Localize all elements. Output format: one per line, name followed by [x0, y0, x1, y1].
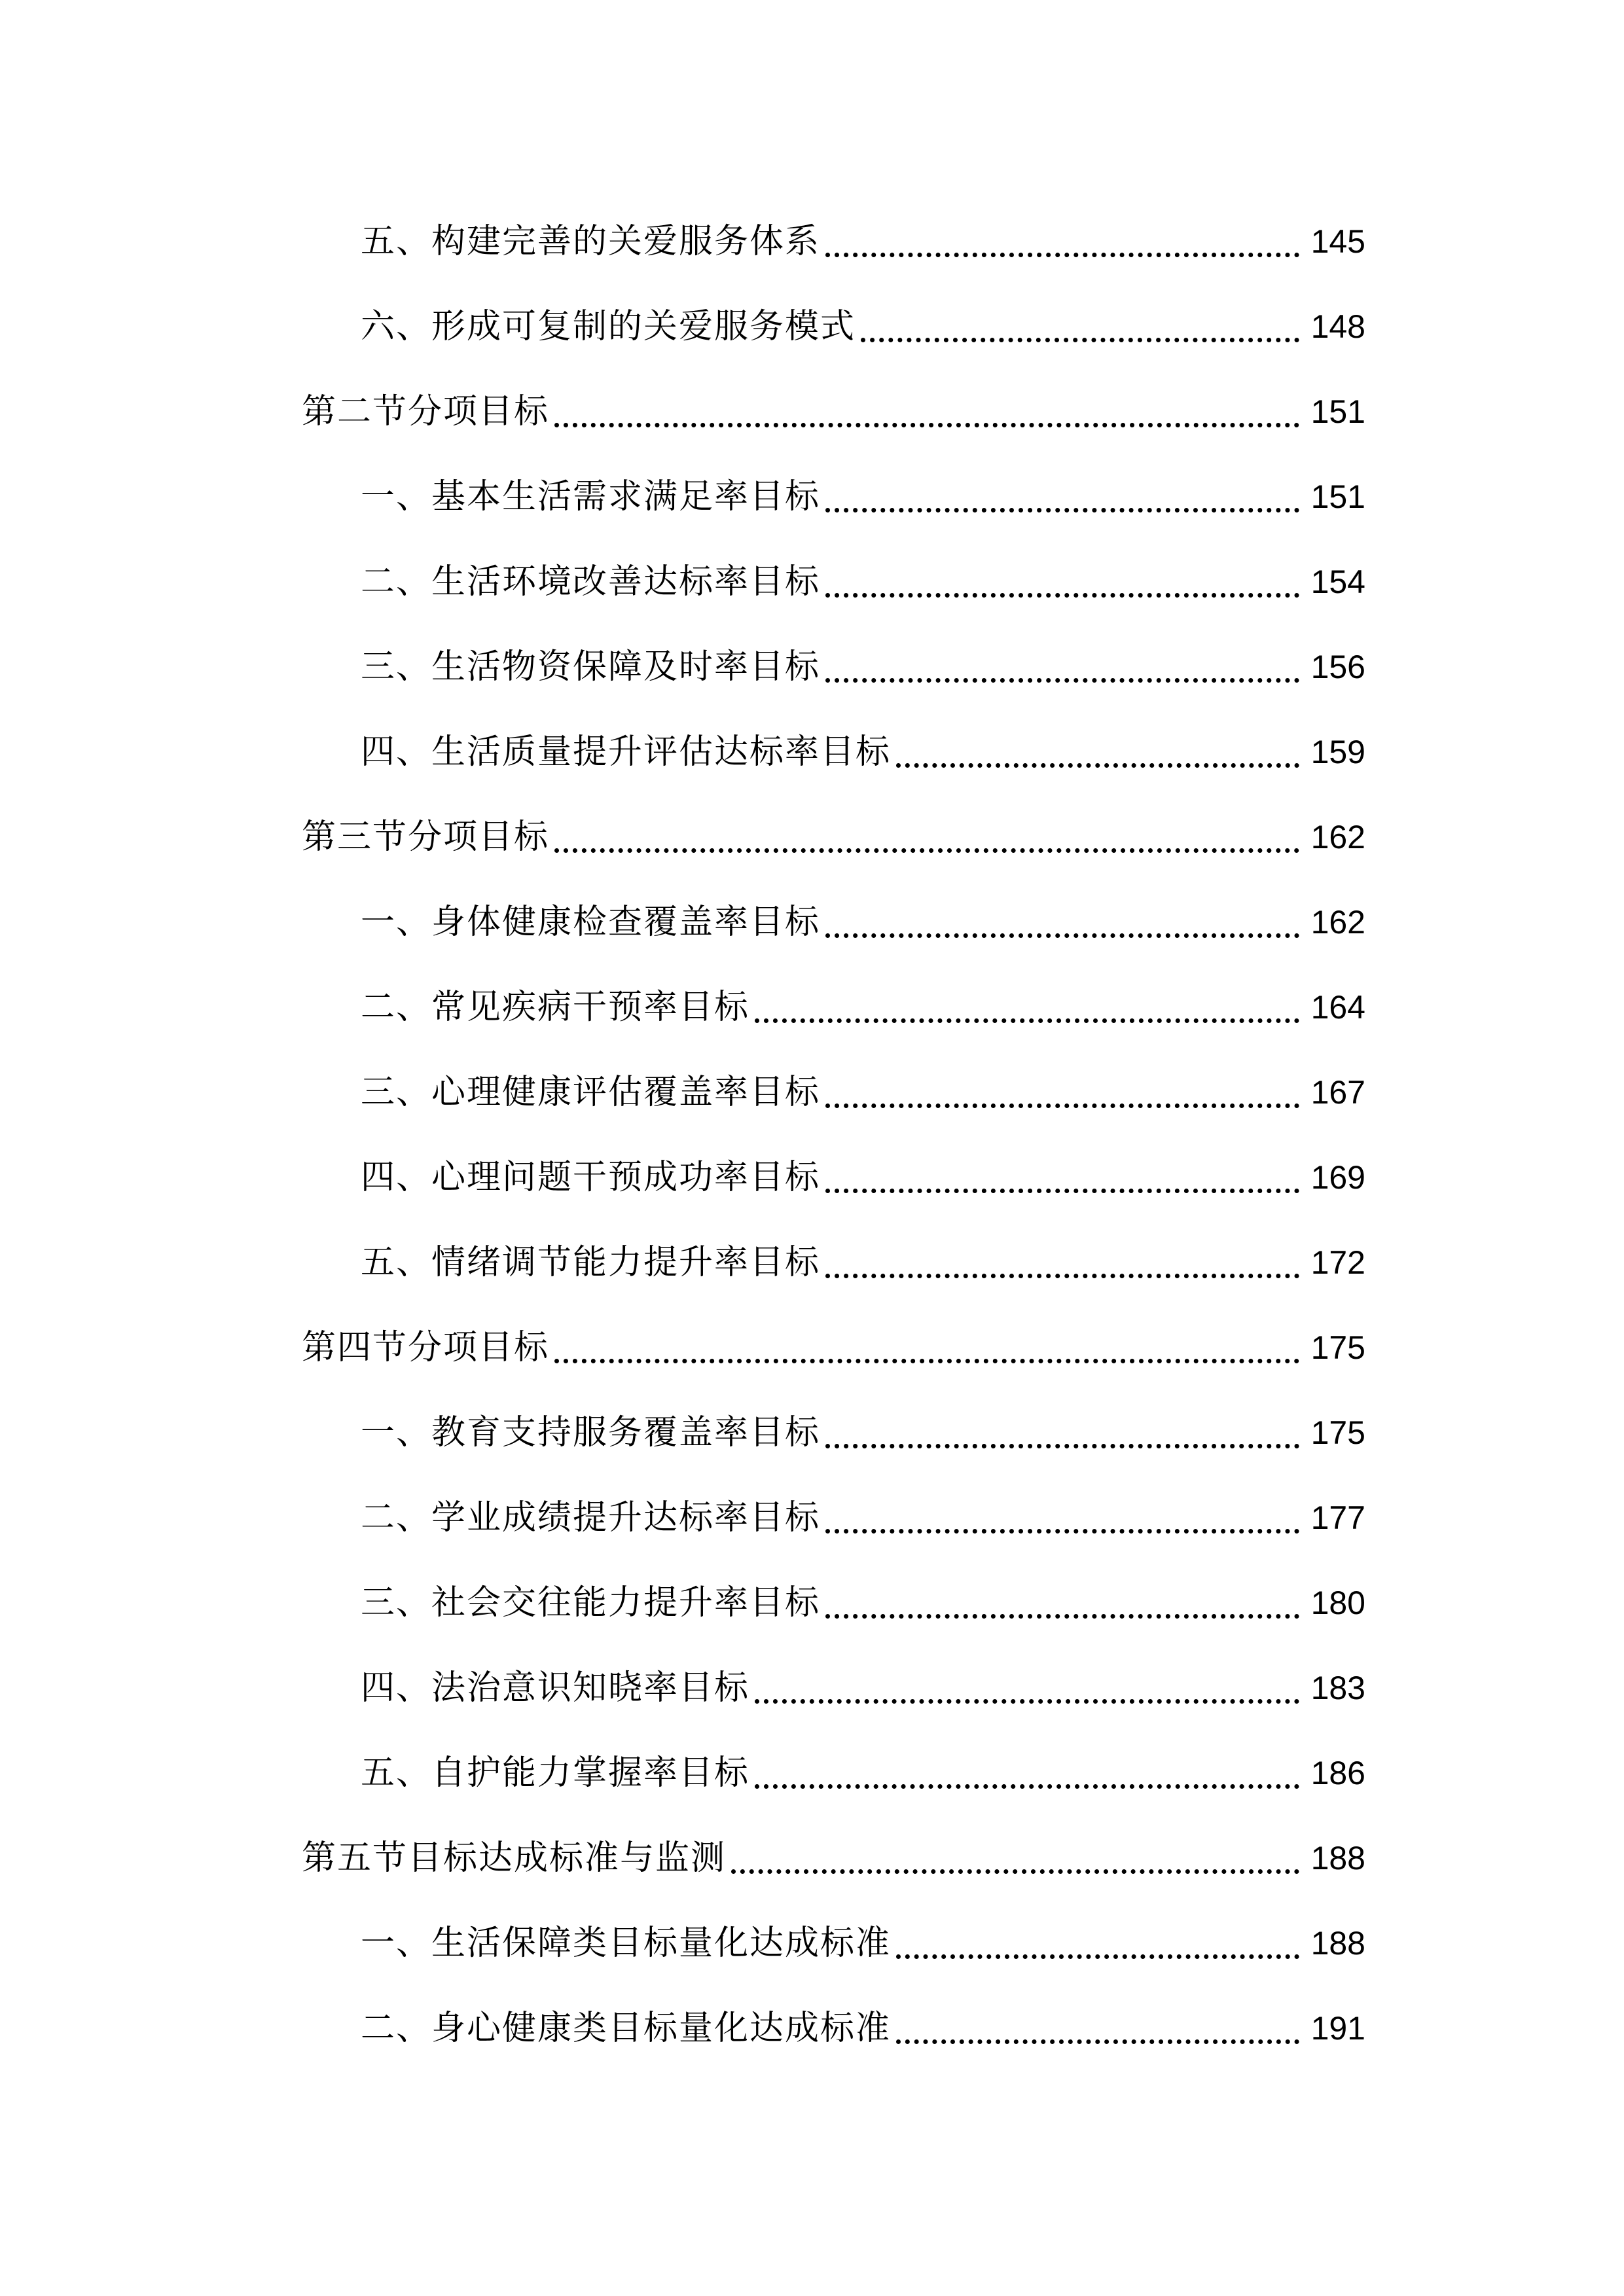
toc-entry[interactable] [361, 1475, 1365, 1560]
toc-dot-leader [825, 593, 1299, 598]
toc-entry-title: 二、生活环境改善达标率目标 [361, 562, 821, 601]
toc-entry[interactable] [361, 965, 1365, 1050]
toc-entry-page-number: 162 [1310, 819, 1365, 855]
toc-entry[interactable] [361, 284, 1365, 369]
toc-entry-title: 五、情绪调节能力提升率目标 [361, 1243, 821, 1282]
toc-entry-title: 第四节分项目标 [302, 1328, 550, 1367]
toc-dot-leader [825, 1529, 1299, 1534]
toc-entry-title: 第三节分项目标 [302, 817, 550, 857]
toc-dot-leader [896, 763, 1299, 768]
toc-entry-page-number: 191 [1310, 2010, 1365, 2047]
toc-entry-title: 四、生活质量提升评估达标率目标 [361, 732, 892, 772]
toc-entry-page-number: 164 [1310, 989, 1365, 1026]
toc-entry-page-number: 175 [1310, 1329, 1365, 1366]
toc-entry[interactable] [361, 1986, 1365, 2071]
toc-entry-page-number: 169 [1310, 1159, 1365, 1196]
toc-entry-page-number: 186 [1310, 1755, 1365, 1791]
toc-entry[interactable] [361, 1390, 1365, 1475]
toc-entry-page-number: 175 [1310, 1414, 1365, 1451]
toc-entry-title: 一、身体健康检查覆盖率目标 [361, 903, 821, 942]
toc-entry-title: 五、构建完善的关爱服务体系 [361, 222, 821, 261]
toc-dot-leader [554, 848, 1299, 853]
toc-section-entry[interactable] [302, 1305, 1365, 1390]
toc-entry-page-number: 156 [1310, 649, 1365, 685]
toc-entry[interactable] [361, 1135, 1365, 1220]
toc-entry[interactable] [361, 539, 1365, 624]
toc-dot-leader [755, 1699, 1299, 1704]
toc-entry-page-number: 145 [1310, 223, 1365, 260]
toc-dot-leader [731, 1869, 1299, 1874]
toc-entry-title: 第二节分项目标 [302, 392, 550, 431]
toc-entry-title: 第五节目标达成标准与监测 [302, 1839, 727, 1878]
toc-entry[interactable] [361, 1645, 1365, 1731]
toc-entry-page-number: 172 [1310, 1244, 1365, 1281]
toc-entry-page-number: 180 [1310, 1585, 1365, 1621]
toc-dot-leader [861, 338, 1299, 342]
toc-entry[interactable] [361, 1220, 1365, 1305]
toc-entry-title: 二、身心健康类目标量化达成标准 [361, 2009, 892, 2048]
toc-entry-page-number: 162 [1310, 904, 1365, 941]
toc-dot-leader [825, 1614, 1299, 1619]
toc-entry-title: 二、学业成绩提升达标率目标 [361, 1498, 821, 1537]
toc-entry-title: 一、基本生活需求满足率目标 [361, 477, 821, 516]
toc-dot-leader [554, 423, 1299, 427]
toc-entry[interactable] [361, 199, 1365, 284]
toc-entry[interactable] [361, 1560, 1365, 1645]
toc-dot-leader [825, 933, 1299, 938]
toc-section-entry[interactable] [302, 795, 1365, 880]
toc-entry-title: 一、教育支持服务覆盖率目标 [361, 1413, 821, 1452]
toc-entry-title: 五、自护能力掌握率目标 [361, 1753, 750, 1793]
toc-entry-title: 六、形成可复制的关爱服务模式 [361, 307, 856, 346]
toc-entry-page-number: 154 [1310, 564, 1365, 600]
toc-entry-page-number: 159 [1310, 734, 1365, 770]
toc-entry-page-number: 177 [1310, 1499, 1365, 1536]
toc-entry-title: 四、法治意识知晓率目标 [361, 1668, 750, 1708]
toc-entry[interactable] [361, 1901, 1365, 1986]
toc-dot-leader [825, 1103, 1299, 1108]
toc-entry-page-number: 183 [1310, 1670, 1365, 1706]
toc-entry-page-number: 148 [1310, 308, 1365, 345]
toc-dot-leader [825, 678, 1299, 683]
toc-section-entry[interactable] [302, 369, 1365, 454]
toc-dot-leader [825, 1274, 1299, 1278]
toc-entry-page-number: 188 [1310, 1925, 1365, 1962]
toc-entry-title: 二、常见疾病干预率目标 [361, 988, 750, 1027]
toc-dot-leader [755, 1784, 1299, 1789]
toc-entry[interactable] [361, 624, 1365, 709]
toc-entry-page-number: 167 [1310, 1074, 1365, 1111]
toc-dot-leader [825, 508, 1299, 512]
toc-dot-leader [896, 2039, 1299, 2044]
toc-dot-leader [825, 1444, 1299, 1448]
toc-entry-title: 三、社会交往能力提升率目标 [361, 1583, 821, 1623]
toc-entry[interactable] [361, 1731, 1365, 1816]
toc-dot-leader [825, 1189, 1299, 1193]
toc-entry-page-number: 151 [1310, 478, 1365, 515]
toc-entry[interactable] [361, 1050, 1365, 1135]
toc-entry-page-number: 188 [1310, 1840, 1365, 1876]
toc-section-entry[interactable] [302, 1816, 1365, 1901]
toc-dot-leader [825, 253, 1299, 257]
toc-dot-leader [755, 1018, 1299, 1023]
toc-entry[interactable] [361, 709, 1365, 795]
toc-entry[interactable] [361, 454, 1365, 539]
toc-entry-title: 三、心理健康评估覆盖率目标 [361, 1073, 821, 1112]
toc-entry-title: 四、心理问题干预成功率目标 [361, 1158, 821, 1197]
toc-entry-page-number: 151 [1310, 393, 1365, 430]
toc-entry-title: 三、生活物资保障及时率目标 [361, 647, 821, 687]
toc-dot-leader [554, 1359, 1299, 1363]
toc-dot-leader [896, 1954, 1299, 1959]
toc-entry[interactable] [361, 880, 1365, 965]
table-of-contents [0, 199, 1624, 2071]
toc-entry-title: 一、生活保障类目标量化达成标准 [361, 1924, 892, 1963]
